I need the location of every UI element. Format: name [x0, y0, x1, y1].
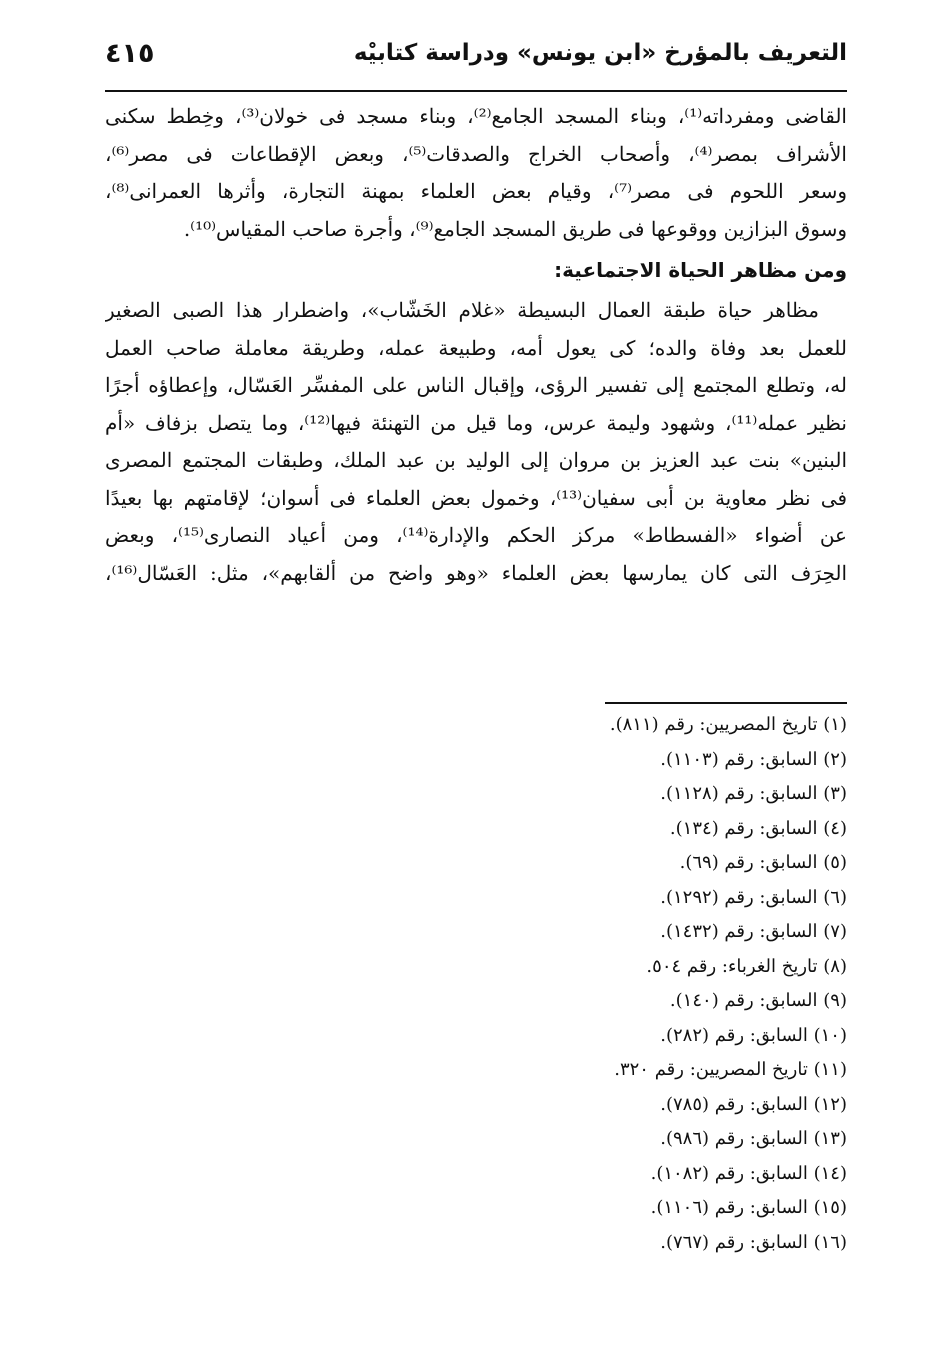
text-line: القاضى ومفرداته⁽¹⁾، وبناء المسجد الجامع⁽²⁾، وبناء مسجد فى خولان⁽³⁾، وخِطط سكنى	[105, 104, 847, 128]
footnote: (١٦) السابق: رقم (٧٦٧).	[660, 1231, 847, 1253]
text-line: مظاهر حياة طبقة العمال البسيطة «غلام الخَشّاب»، واضطرار هذا الصبى الصغير	[105, 298, 819, 322]
footnote: (١٤) السابق: رقم (١٠٨٢).	[650, 1162, 847, 1184]
footnote: (١٢) السابق: رقم (٧٨٥).	[660, 1093, 847, 1115]
text-line: الأشراف بمصر⁽⁴⁾، وأصحاب الخراج والصدقات⁽⁵⁾، وبعض الإقطاعات فى مصر⁽⁶⁾،	[105, 141, 847, 166]
footnote: (٥) السابق: رقم (٦٩).	[679, 852, 847, 873]
text-line: فى نظر معاوية بن أبى سفيان⁽¹³⁾، وخمول بعض العلماء فى أسوان؛ لإقامتهم بها بعيدًا	[105, 485, 847, 510]
text-line: وسعر اللحوم فى مصر⁽⁷⁾، وقيام بعض العلماء بمهنة التجارة، وأثرها العمرانى⁽⁸⁾،	[105, 179, 847, 203]
text-line: نظير عمله⁽¹¹⁾، وشهود وليمة عرس، وما قيل من التهنئة فيها⁽¹²⁾، وما يتصل بزفاف «أم	[105, 410, 847, 435]
section-subheading: ومن مظاهر الحياة الاجتماعية:	[554, 258, 847, 282]
text-line: وسوق البزازين ووقوعها فى طريق المسجد الجامع⁽⁹⁾، وأجرة صاحب المقياس⁽¹⁰⁾.	[183, 216, 847, 241]
footnote: (١٥) السابق: رقم (١١٠٦).	[650, 1197, 847, 1218]
paragraph-economic	[105, 98, 847, 248]
text-line: الحِرَف التى كان يمارسها بعض العلماء «وهو واضح من ألقابهم»، مثل: العَسّال⁽¹⁶⁾،	[105, 560, 847, 585]
footnote: (١١) تاريخ المصريين: رقم ٣٢٠.	[614, 1059, 847, 1080]
footnote: (٦) السابق: رقم (١٢٩٢).	[660, 886, 847, 908]
page-number: ٤١٥	[105, 38, 155, 69]
footnote: (٨) تاريخ الغرباء: رقم ٥٠٤.	[646, 955, 847, 977]
header-divider	[105, 90, 847, 92]
footnote: (٢) السابق: رقم (١١٠٣).	[660, 748, 847, 770]
text-line: للعمل بعد وفاة والده؛ كى يعول أمه، وطبيعة عمله، وطريقة معاملة صاحب العمل	[105, 335, 847, 360]
footnote: (١٣) السابق: رقم (٩٨٦).	[660, 1128, 847, 1149]
paragraph-social	[105, 292, 847, 592]
running-title: التعريف بالمؤرخ «ابن يونس» ودراسة كتابيْه	[353, 40, 847, 66]
footnote: (٩) السابق: رقم (١٤٠).	[669, 990, 847, 1011]
page-header	[105, 40, 847, 90]
text-line: عن أضواء «الفسطاط» مركز الحكم والإدارة⁽¹⁴⁾، ومن أعياد النصارى⁽¹⁵⁾، وبعض	[105, 523, 847, 547]
footnote: (٣) السابق: رقم (١١٢٨).	[660, 783, 847, 804]
text-line: له، وتطلع المجتمع إلى تفسير الرؤى، وإقبال الناس على المفسِّر العَسّال، وإعطاؤه أجرًا	[105, 373, 847, 397]
footnote-divider	[605, 702, 847, 704]
footnote: (١٠) السابق: رقم (٢٨٢).	[660, 1024, 847, 1046]
main-text	[105, 98, 847, 592]
footnote: (١) تاريخ المصريين: رقم (٨١١).	[609, 714, 847, 735]
footnote: (٤) السابق: رقم (١٣٤).	[669, 817, 847, 839]
footnotes	[547, 708, 847, 1260]
text-line: البنين» بنت عبد العزيز بن مروان إلى الوليد بن عبد الملك، وطبقات المجتمع المصرى	[105, 448, 847, 472]
footnote: (٧) السابق: رقم (١٤٣٢).	[660, 921, 847, 942]
